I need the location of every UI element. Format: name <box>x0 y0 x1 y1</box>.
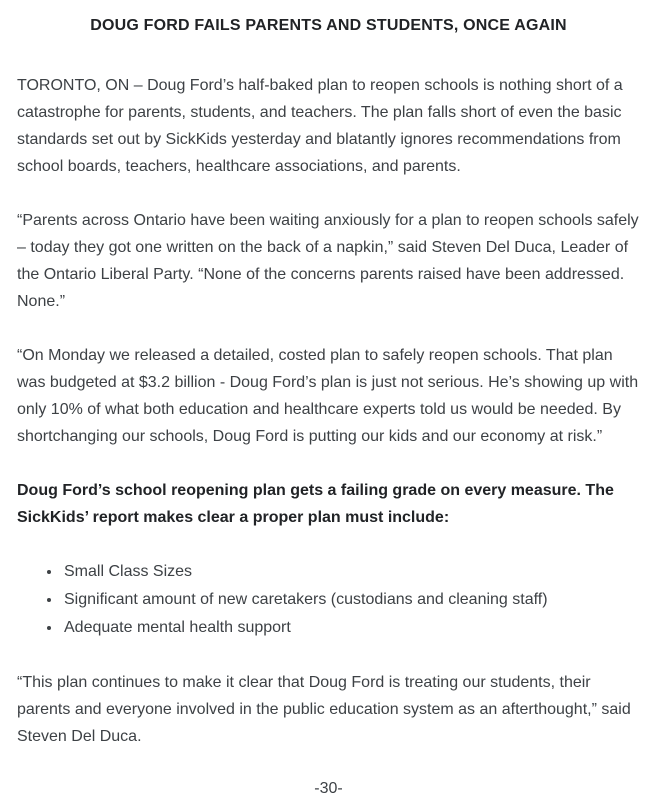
list-item-class-sizes: • Small Class Sizes <box>62 558 640 586</box>
paragraph-quote-budget: “On Monday we released a detailed, costed plan to safely reopen schools. That plan was budgeted at $3.2 billion - Doug Ford’s plan is just not serious. He’s showing up with only 10% of what both education and healthcare experts told us would be needed. By shortchanging our schools, Doug Ford is putting our kids and our economy at risk.” <box>17 347 639 445</box>
bullet-list <box>17 558 640 642</box>
list-item-mental-health: • Adequate mental health support <box>62 614 640 642</box>
paragraph-quote-napkin: “Parents across Ontario have been waiting anxiously for a plan to reopen schools safely – today they got one written on the back of a napkin,” said Steven Del Duca, Leader of the Ontario Liberal Party. “None of the concerns parents raised have been addressed. None.” <box>17 212 639 310</box>
subheading-failing-grade: Doug Ford’s school reopening plan gets a failing grade on every measure. The SickKids’ report makes clear a proper plan must include: <box>17 482 614 526</box>
end-marker-30: -30- <box>314 780 343 797</box>
paragraph-closing: “This plan continues to make it clear that Doug Ford is treating our students, their parents and everyone involved in the public education system as an afterthought,” said Steven Del Duca. <box>17 674 631 745</box>
page-title: DOUG FORD FAILS PARENTS AND STUDENTS, ONCE AGAIN <box>90 17 567 34</box>
list-item-caretakers: • Significant amount of new caretakers (custodians and cleaning staff) <box>62 586 640 614</box>
paragraph-intro: TORONTO, ON – Doug Ford’s half-baked plan to reopen schools is nothing short of a catastrophe for parents, students, and teachers. The plan falls short of even the basic standards set out by SickKids yesterday and blatantly ignores recommendations from school boards, teachers, healthcare associations, and parents. <box>17 77 623 175</box>
